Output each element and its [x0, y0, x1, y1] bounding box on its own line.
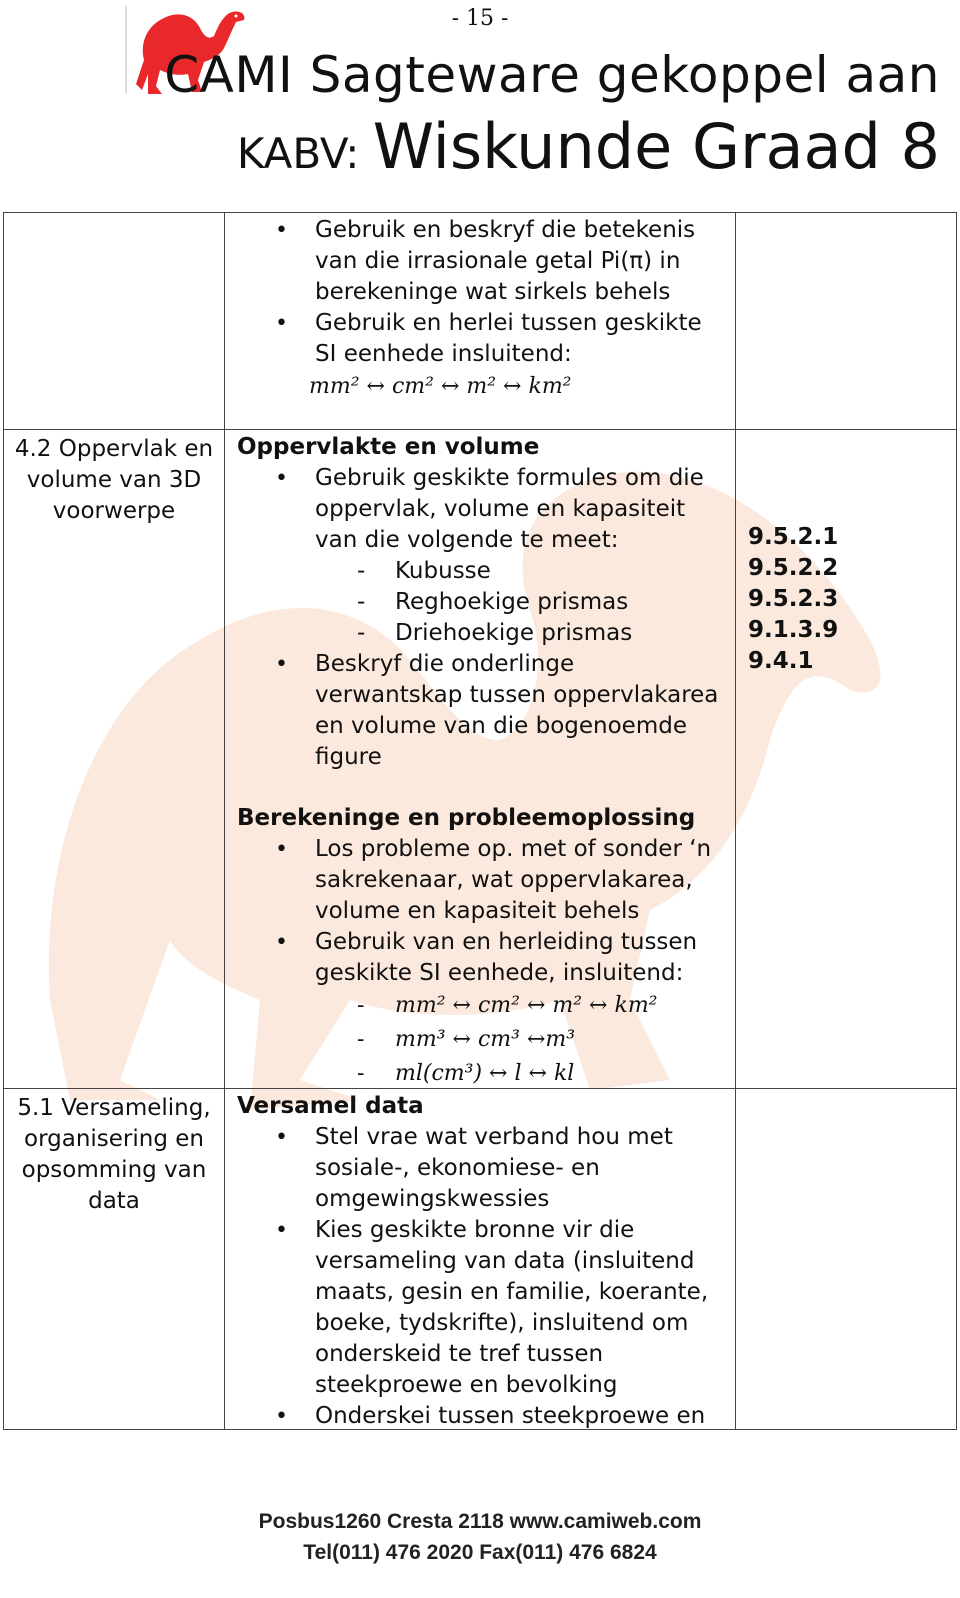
footer-contact: Tel(011) 476 2020 Fax(011) 476 6824 [303, 1541, 657, 1564]
list-item: • Onderskei tussen steekproewe en [237, 1401, 725, 1432]
content-cell [225, 1089, 736, 1429]
list-item: • Los probleme op. met of sonder ‘n sakrekenaar, wat oppervlakarea, volume en kapasiteit behels [237, 834, 725, 927]
sub-list-item: - Kubusse [237, 556, 725, 587]
curriculum-label: KABV: [236, 129, 373, 178]
content-cell [225, 430, 736, 1088]
outcome-cell: 5.1 Versameling, organisering en opsomming van data [3, 1089, 225, 1429]
assessment-code: 9.4.1 [748, 648, 814, 674]
table-row [3, 430, 957, 1089]
section-heading: Berekeninge en probleemoplossing [237, 805, 696, 831]
code-cell [736, 213, 957, 429]
list-item: • Beskryf die onderlinge verwantskap tussen oppervlakarea en volume van die bogenoemde figure [237, 649, 725, 773]
logo-divider [125, 6, 127, 94]
table-row [3, 1089, 957, 1430]
list-item: • Gebruik en herlei tussen geskikte SI eenhede insluitend: [237, 308, 725, 370]
unit-conversion-formula: - ml(cm³) ↔ l ↔ kl [237, 1057, 725, 1091]
section-heading: Versamel data [237, 1093, 424, 1119]
outcome-cell [3, 213, 225, 429]
sub-list-item: - Reghoekige prismas [237, 587, 725, 618]
unit-conversion-formula: - mm³ ↔ cm³ ↔m³ [237, 1023, 725, 1057]
list-item: • Gebruik en beskryf die betekenis van die irrasionale getal Pi(π) in berekeninge wat sirkels behels [237, 215, 725, 308]
page-number: - 15 - [451, 6, 509, 31]
sub-list-item: - Driehoekige prismas [237, 618, 725, 649]
list-item: • Gebruik geskikte formules om die oppervlak, volume en kapasiteit van die volgende te meet: [237, 463, 725, 556]
code-cell [736, 430, 957, 1088]
footer-address: Posbus1260 Cresta 2118 www.camiweb.com [258, 1510, 702, 1533]
list-item: • Gebruik van en herleiding tussen geskikte SI eenhede, insluitend: [237, 927, 725, 989]
subject-grade: Wiskunde Graad 8 [372, 110, 940, 183]
unit-conversion-formula: - mm² ↔ cm² ↔ m² ↔ km² [237, 989, 725, 1023]
assessment-code: 9.5.2.3 [748, 586, 839, 612]
document-subtitle [237, 110, 940, 183]
assessment-code: 9.5.2.1 [748, 524, 839, 550]
assessment-code: 9.1.3.9 [748, 617, 839, 643]
list-item: • Kies geskikte bronne vir die versameling van data (insluitend maats, gesin en familie, koerante, boeke, tydskrifte), insluitend om onderskeid te tref tussen steekproewe en bevolking [237, 1215, 725, 1401]
list-item: • Stel vrae wat verband hou met sosiale-, ekonomiese- en omgewingskwessies [237, 1122, 725, 1215]
assessment-code: 9.5.2.2 [748, 555, 839, 581]
outcome-cell: 4.2 Oppervlak en volume van 3D voorwerpe [3, 430, 225, 1088]
curriculum-table [3, 212, 957, 1430]
code-cell [736, 1089, 957, 1429]
document-title: CAMI Sagteware gekoppel aan [164, 46, 940, 104]
content-cell [225, 213, 736, 429]
table-row [3, 212, 957, 430]
unit-conversion-formula: mm² ↔ cm² ↔ m² ↔ km² [309, 374, 572, 399]
section-heading: Oppervlakte en volume [237, 434, 540, 460]
